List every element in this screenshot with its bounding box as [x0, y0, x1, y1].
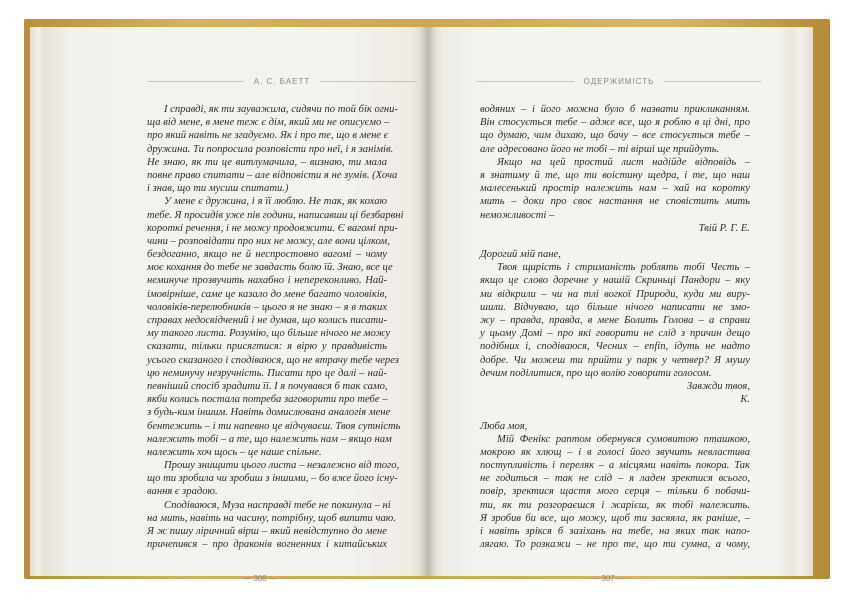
right-page: [428, 27, 813, 583]
header-text: А. С. БАЕТТ: [253, 77, 311, 86]
text-line: цю неминучу незручність. Писати про це далі – най-: [147, 367, 387, 379]
letter-signature: К.: [740, 394, 750, 406]
text-line: чини – розповідати про них не можу, але вони цілком,: [147, 235, 390, 247]
page-number: — 306 —: [243, 574, 277, 583]
text-line: імовірніше, саме це казало до мене багато чоловіків,: [147, 288, 387, 300]
letter-salutation: Дорогий мій пане,: [480, 249, 561, 261]
text-line: Якщо на цей простий лист надійде відповідь –: [497, 156, 750, 168]
text-line: бездоганно, якщо не й неспростовно вагомі – чому: [147, 249, 387, 261]
text-line: і навіть зрікся б зазіхань на тебе, на яких так напо-: [480, 526, 750, 537]
text-line: якщо це слово доречне у нашій Скриньці Пандори – яку: [480, 275, 750, 287]
text-line: мокрою як хлющ – і в голосі його звучить невластива: [480, 446, 750, 458]
text-line: належить хоч щось – це наше спільне.: [147, 446, 322, 458]
header-rule: [476, 81, 574, 82]
text-line: усього сказаного і сподіваюся, що не втрачу тебе через: [147, 354, 399, 366]
blank-line: [480, 235, 750, 248]
text-line: дружина. Ти попросила розповісти про неї, і я занімів.: [147, 143, 394, 155]
text-line: дечим поділитися, про що волію говорити голосом.: [480, 367, 712, 379]
page-number: — 307 —: [591, 574, 625, 583]
text-line: Я зробив би все, що можу, щоб ти засяяла, як раніше, –: [480, 512, 750, 524]
blank-line: [480, 406, 750, 419]
text-line: з будь-ким іншим. Навіть домислювана аналогія мене: [147, 407, 391, 419]
text-line: неможливості –: [480, 209, 555, 221]
text-line: бентежить – і ти напевно це відчуваєш. Твоя сутність: [147, 420, 401, 432]
letter-signature: Твій Р. Г. Е.: [698, 222, 750, 234]
text-line: ти, як ти розгораєшся і жарієш, як тобі належить.: [480, 499, 750, 511]
text-line: подібних і, сподіваюся, Чесних – enfin, ідуть не надто: [480, 341, 750, 353]
text-line: що думаю, чим дихаю, що бачу – все стосується тебе –: [480, 130, 750, 142]
running-header-title: [476, 77, 762, 86]
text-line: на мить, навіть на часину, потрібну, щоб випити чаю.: [147, 512, 396, 524]
text-line: у цьому Домі – про які говорити не слід з причин дещо: [480, 328, 750, 340]
text-line: сказати, тільки присягтися: я вірю у правдивість: [147, 341, 387, 353]
text-line: про який навіть не згадуємо. Як і про те, що в мене є: [147, 130, 389, 142]
text-line: жу – правда, правда, в мене Болить Голова – а справи: [480, 315, 750, 326]
text-line: якби колись постала потреба заговорити про тебе –: [147, 394, 388, 406]
text-line: Сподіваюся, Муза насправді тебе не покинула – ні: [164, 499, 391, 511]
text-line: Прошу знищити цього листа – незалежно від того,: [164, 460, 400, 472]
running-header-author: [147, 77, 417, 86]
text-line: Не знаю, як ти це витлумачила, – визнаю, ти мала: [147, 156, 387, 168]
text-line: причепився – про драконів вогненних і китайських: [147, 539, 387, 551]
text-line: не годиться – так не слід – я ладен зректися всього,: [480, 473, 750, 485]
text-line: короткі речення, і не можу продовжити. Є вагомі при-: [147, 222, 398, 234]
right-page-body: [480, 103, 750, 551]
text-line: У мене є дружина, і я її люблю. Не так, як кохаю: [164, 196, 387, 208]
header-rule: [664, 81, 762, 82]
text-line: Він стосується тебе – адже все, що я роблю в ці дні, про: [480, 117, 750, 129]
text-line: лягаю. То розкажи – не про те, що ти сумна, а чому,: [480, 539, 750, 551]
header-text: ОДЕРЖИМІСТЬ: [583, 77, 655, 86]
text-line: мить – доки про своє настання не сповістить мить: [480, 196, 750, 208]
text-line: Я ж пишу ліричний вірш – який невідступно до мене: [147, 526, 387, 537]
text-line: водяних – і його можна було б назвати прикликанням.: [480, 104, 750, 115]
text-line: повір, зректися щастя мого серця – тільки б побачи-: [480, 486, 750, 498]
text-line: Твоя щирість і стриманість роблять тобі Честь –: [497, 262, 750, 274]
text-line: належить тобі – а те, що належить нам – якщо нам: [147, 433, 392, 445]
left-page-body: [147, 103, 404, 551]
text-line: неминуче прозвучить нахабно і непереконливо. Най-: [147, 275, 387, 287]
text-line: тебе. Я просидів уже пів години, написавши ці безбарвні: [147, 209, 404, 221]
text-line: І справді, як ти зауважила, сидячи по той бік огни-: [164, 104, 398, 115]
text-line: малесенький простір належить нам – хай на коротку: [480, 183, 750, 195]
text-line: ми відкрили – чи на тлі вогкої Природи, куди ми виру-: [480, 288, 750, 300]
header-rule: [147, 81, 244, 82]
letter-signature: Завжди твоя,: [686, 380, 750, 392]
text-line: справах недосвідчений і не думав, що колись писати-: [147, 315, 387, 326]
text-line: повне право спитати – але відповісти я не зумів. (Хоча: [147, 169, 398, 181]
text-line: поступливість і переляк – а місцями навіть покора. Так: [480, 460, 750, 472]
text-line: моє кохання до тебе не завдасть болю їй. Знаю, все це: [147, 262, 393, 274]
left-page: [30, 27, 428, 583]
text-line: Мій Фенікс раптом обернувся сумовитою пташкою,: [497, 433, 750, 445]
text-line: що ти зробила чи зробиш з іншими, – бо вже його існу-: [147, 473, 398, 485]
book-gutter: [420, 27, 436, 576]
text-line: му такого листа. Розумію, що більше нічого не можу: [147, 328, 391, 340]
text-line: певніший спосіб зрадити її. І я почувався б так само,: [147, 380, 388, 392]
text-line: я знатиму й те, що ти воістину щедра, і те, що наш: [480, 169, 750, 181]
text-line: і знав, що ти мусиш спитати.): [147, 183, 289, 195]
header-rule: [320, 81, 417, 82]
text-line: ща від мене, в мене теж є дім, який ми не описуємо –: [147, 117, 390, 129]
text-line: чоловіків-перелюбників – цього я не знаю – я в таких: [147, 301, 387, 313]
text-line: вання є зрадою.: [147, 486, 218, 498]
text-line: але адресовано його не тобі – ті вірші ще прийдуть.: [480, 143, 720, 155]
text-line: шили. Відчуваю, що більше нічого написати не змо-: [480, 301, 750, 313]
text-line: добре. Чи можеш ти прийти у парк у четвер? Я мушу: [480, 354, 750, 366]
letter-salutation: Люба моя,: [480, 420, 528, 432]
